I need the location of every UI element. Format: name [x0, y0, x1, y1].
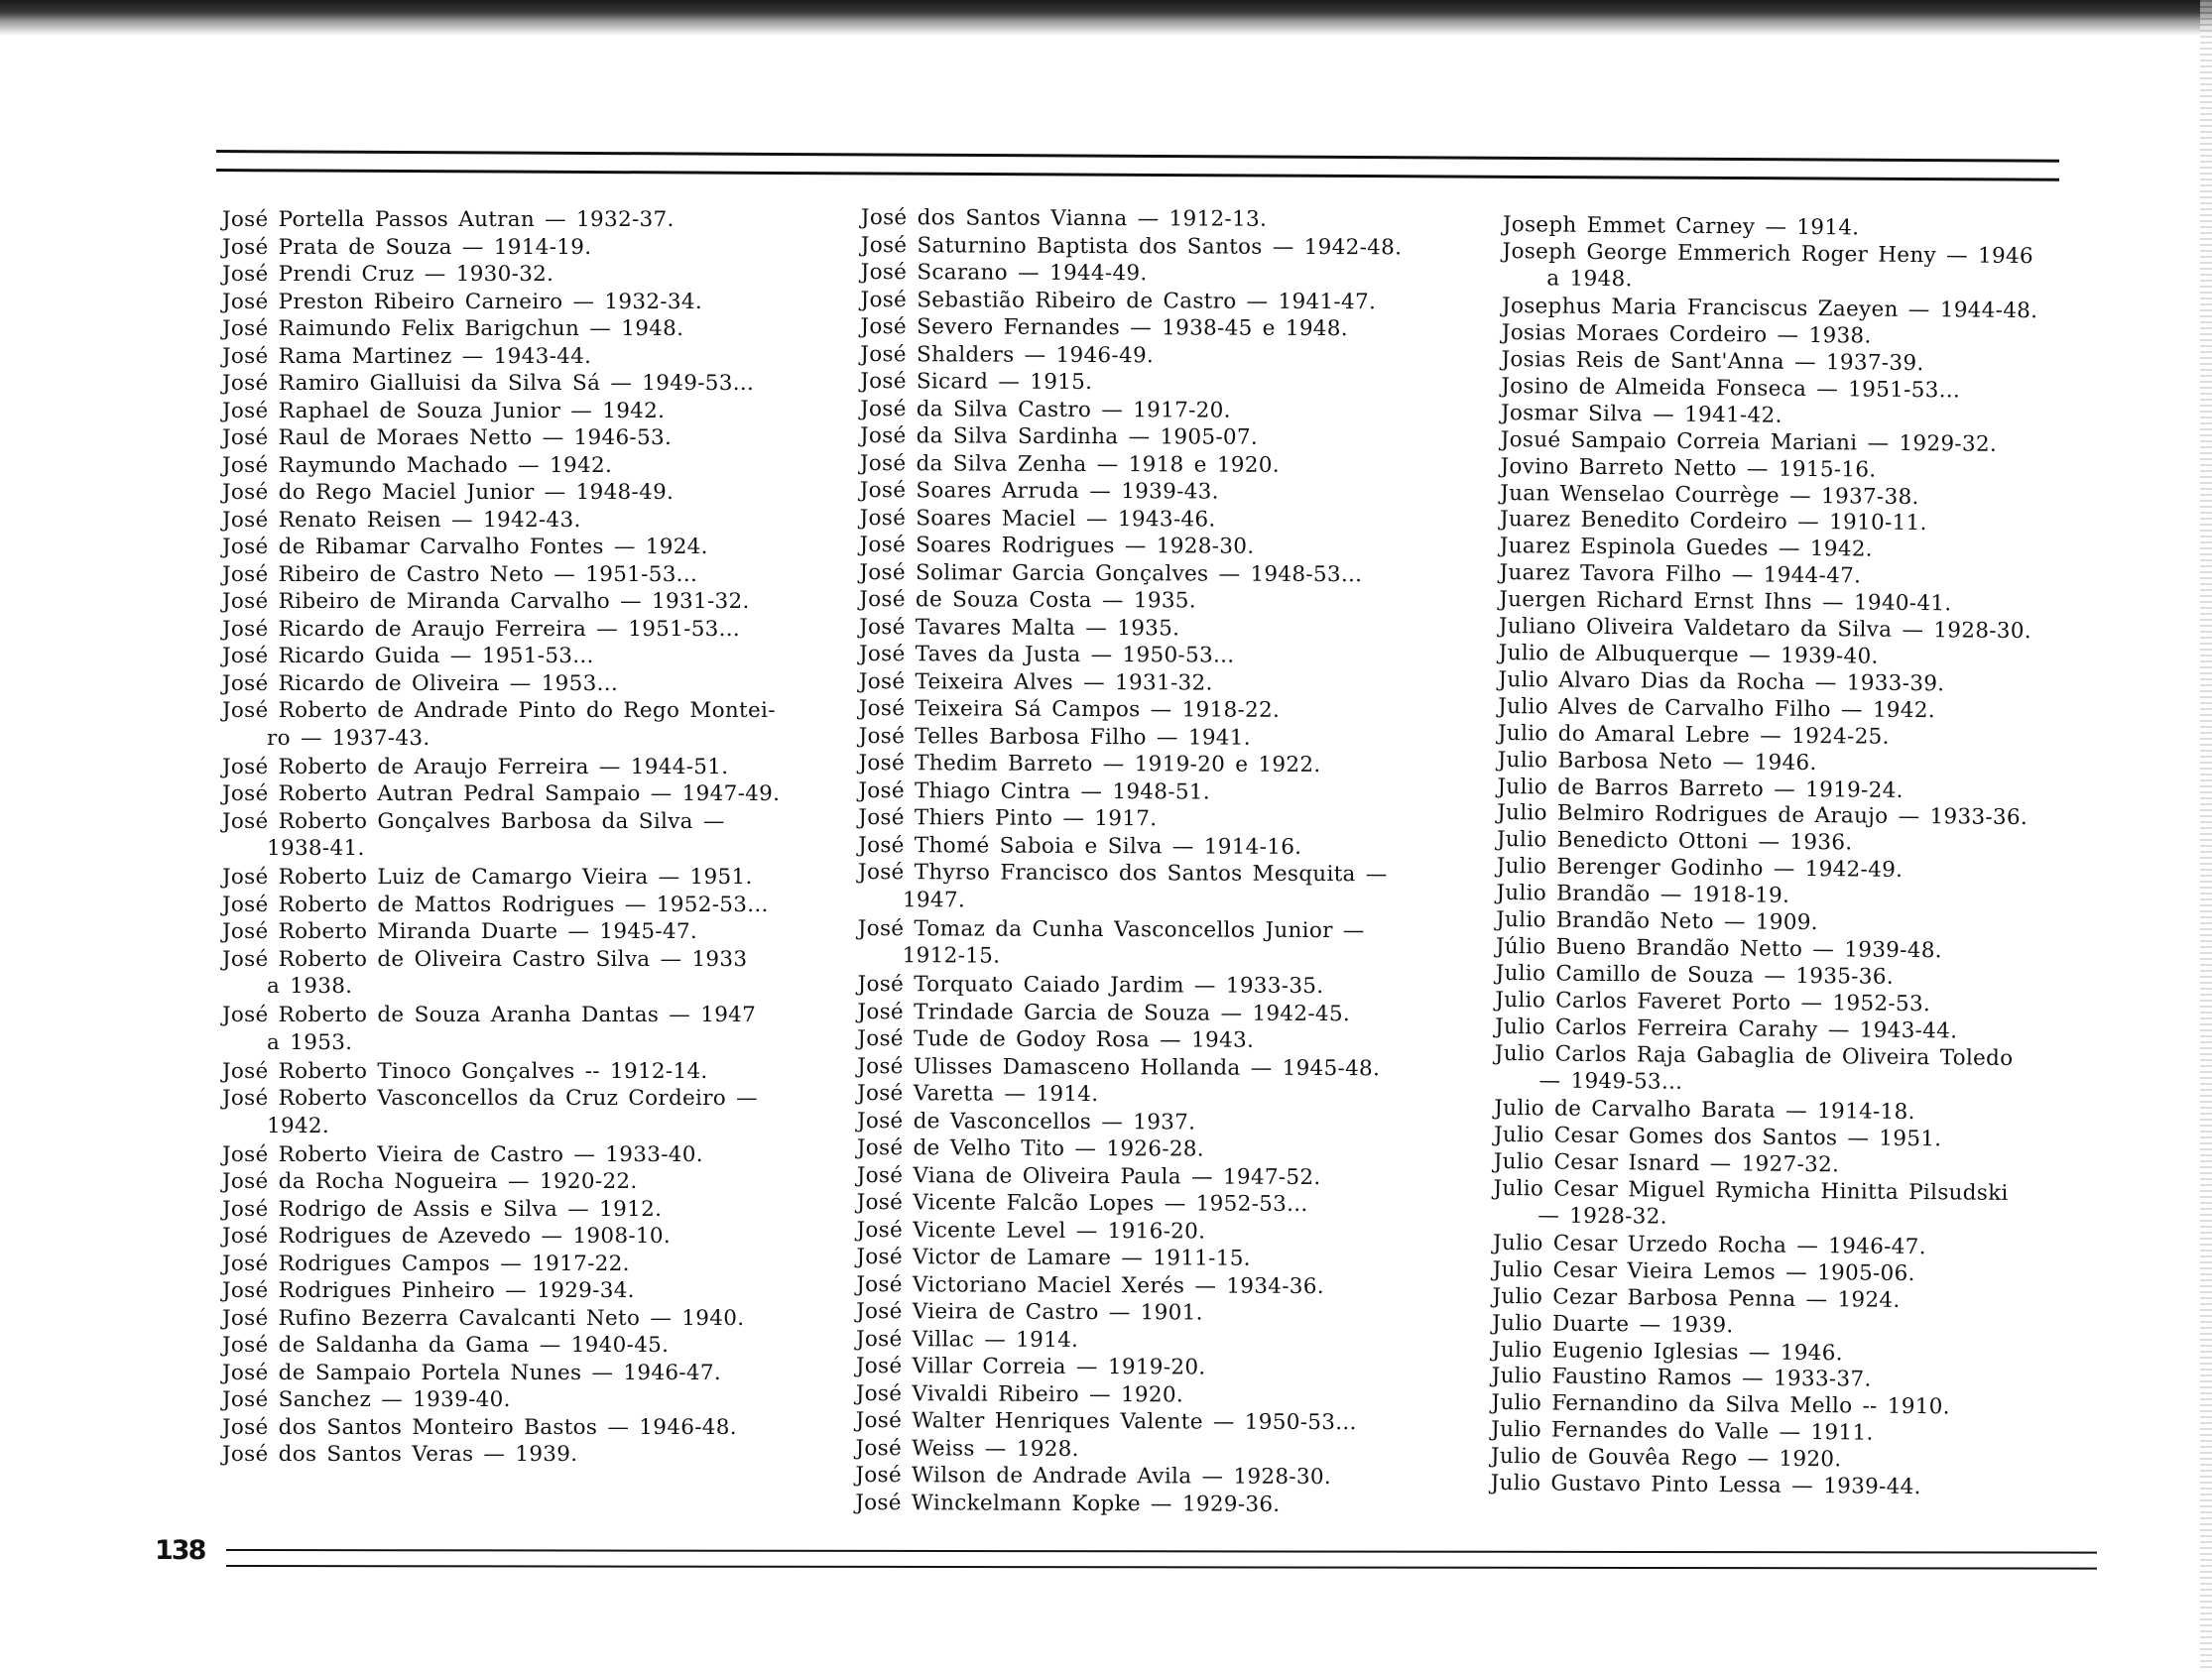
entry-continuation: a 1953.: [267, 1029, 353, 1055]
list-entry: [856, 1216, 1491, 1246]
entry-text: Josino de Almeida Fonseca — 1951-53...: [1501, 373, 1961, 404]
list-entry: [1493, 1176, 2088, 1236]
entry-text: Josmar Silva — 1941-42.: [1500, 400, 1782, 428]
entry-text: José Roberto de Araujo Ferreira — 1944-51.: [222, 754, 729, 779]
entry-text: José Preston Ribeiro Carneiro — 1932-34.: [222, 289, 702, 314]
entry-text: Julio Cezar Barbosa Penna — 1924.: [1492, 1283, 1901, 1313]
list-entry: [222, 808, 857, 863]
list-entry: [222, 1277, 857, 1305]
list-entry: [1494, 1041, 2089, 1101]
entry-text: Julio Duarte — 1939.: [1492, 1310, 1734, 1338]
entry-text: Julio Faustino Ramos — 1933-37.: [1491, 1364, 1872, 1393]
entry-text: José Ulisses Damasceno Hollanda — 1945-48.: [857, 1053, 1381, 1081]
list-entry: [222, 398, 857, 425]
entry-text: Julio Cesar Vieira Lemos — 1905-06.: [1492, 1256, 1915, 1286]
list-entry: [857, 1107, 1492, 1136]
entry-text: José dos Santos Vianna — 1912-13.: [860, 204, 1268, 232]
entry-text: José Raul de Moraes Netto — 1946-53.: [222, 425, 673, 450]
entry-text: José Shalders — 1946-49.: [860, 341, 1155, 368]
list-entry: [222, 343, 857, 371]
entry-text: Julio Carlos Faveret Porto — 1952-53.: [1495, 987, 1931, 1016]
entry-text: José Prendi Cruz — 1930-32.: [222, 262, 554, 287]
list-entry: [222, 643, 857, 670]
entry-text: José Raimundo Felix Barigchun — 1948.: [222, 316, 684, 341]
list-entry: [857, 1080, 1492, 1110]
list-entry: [859, 586, 1494, 616]
entry-text: José Telles Barbosa Filho — 1941.: [858, 723, 1251, 751]
list-entry: [858, 971, 1493, 1001]
entry-text: José do Rego Maciel Junior — 1948-49.: [222, 480, 675, 505]
list-entry: [856, 1407, 1491, 1437]
entry-text: Julio Brandão Neto — 1909.: [1496, 907, 1819, 936]
entry-text: José Roberto de Souza Aranha Dantas — 1947: [222, 1003, 757, 1027]
entry-text: Julio de Barros Barreto — 1919-24.: [1497, 774, 1904, 803]
entry-text: Jovino Barreto Netto — 1915-16.: [1500, 453, 1877, 483]
entry-text: José Teixeira Alves — 1931-32.: [858, 668, 1213, 696]
entry-text: José Winckelmann Kopke — 1929-36.: [855, 1490, 1281, 1517]
list-entry: [222, 1332, 857, 1360]
list-entry: [858, 831, 1493, 861]
entry-text: Juan Wenselao Courrège — 1937-38.: [1500, 480, 1919, 510]
entry-continuation: a 1938.: [267, 974, 353, 999]
list-entry: [222, 452, 857, 480]
list-entry: [222, 1196, 857, 1224]
list-entry: [222, 1414, 857, 1442]
entry-text: José Thiago Cintra — 1948-51.: [858, 777, 1211, 805]
entry-text: Julio Brandão — 1918-19.: [1496, 881, 1790, 908]
entry-text: José Sicard — 1915.: [860, 368, 1093, 396]
list-entry: [858, 776, 1493, 806]
entry-text: Julio Cesar Urzedo Rocha — 1946-47.: [1492, 1230, 1926, 1260]
entry-text: José Trindade Garcia de Souza — 1942-45.: [857, 999, 1351, 1026]
entry-text: José Raphael de Souza Junior — 1942.: [222, 398, 666, 423]
entry-text: José Rufino Bezerra Cavalcanti Neto — 1940.: [222, 1305, 745, 1331]
list-entry: [858, 750, 1493, 779]
list-entry: [861, 231, 1496, 261]
list-entry: [857, 1161, 1492, 1191]
entry-text: Juergen Richard Ernst Ihns — 1940-41.: [1499, 587, 1952, 617]
entry-text: Julio de Gouvêa Rego — 1920.: [1490, 1444, 1842, 1473]
list-entry: [859, 641, 1494, 670]
entry-text: José Varetta — 1914.: [857, 1080, 1099, 1108]
entry-text: José de Vasconcellos — 1937.: [856, 1108, 1196, 1135]
name-column-2: [855, 204, 1496, 1519]
list-entry: [222, 1002, 857, 1056]
list-entry: [858, 859, 1493, 916]
entry-text: José Rama Martinez — 1943-44.: [222, 343, 592, 369]
entry-text: José Roberto Miranda Duarte — 1945-47.: [222, 919, 698, 944]
list-entry: [855, 1489, 1490, 1518]
entry-text: José Soares Rodrigues — 1928-30.: [859, 532, 1255, 559]
list-entry: [222, 1168, 857, 1196]
entry-text: Julio Cesar Isnard — 1927-32.: [1493, 1148, 1840, 1178]
entry-text: Julio Alvaro Dias da Rocha — 1933-39.: [1498, 666, 1945, 697]
entry-text: José Thomé Saboia e Silva — 1914-16.: [858, 832, 1302, 860]
entry-text: José Soares Maciel — 1943-46.: [859, 505, 1216, 533]
list-entry: [222, 697, 857, 752]
list-entry: [222, 1386, 857, 1414]
list-entry: [861, 204, 1496, 234]
entry-text: José Roberto Gonçalves Barbosa da Silva —: [222, 808, 725, 834]
entry-text: José Sanchez — 1939-40.: [222, 1387, 511, 1412]
entry-text: Julio Cesar Miguel Rymicha Hinitta Pilsudski: [1493, 1175, 2009, 1206]
entry-text: José Severo Fernandes — 1938-45 e 1948.: [860, 313, 1348, 342]
entry-text: José Prata de Souza — 1914-19.: [222, 234, 592, 260]
list-entry: [1502, 239, 2097, 299]
entry-text: José Rodrigues Campos — 1917-22.: [222, 1251, 630, 1276]
list-entry: [856, 1325, 1491, 1355]
list-entry: [222, 1058, 857, 1086]
entry-text: Julio Gustavo Pinto Lessa — 1939-44.: [1490, 1471, 1921, 1500]
list-entry: [857, 998, 1492, 1027]
entry-text: José Roberto de Oliveira Castro Silva — 1933: [222, 946, 748, 972]
list-entry: [222, 1141, 857, 1169]
entry-text: José de Ribamar Carvalho Fontes — 1924.: [222, 535, 708, 559]
scan-border-right: [2200, 0, 2212, 1672]
entry-text: José Walter Henriques Valente — 1950-53...: [855, 1407, 1357, 1436]
entry-text: José Ribeiro de Miranda Carvalho — 1931-32.: [222, 589, 750, 614]
entry-text: Julio Barbosa Neto — 1946.: [1497, 747, 1817, 776]
entry-continuation: ro — 1937-43.: [267, 725, 430, 751]
entry-text: José Vicente Falcão Lopes — 1952-53...: [856, 1189, 1308, 1217]
list-entry: [858, 914, 1493, 972]
list-entry: [222, 1223, 857, 1251]
entry-text: José Solimar Garcia Gonçalves — 1948-53...: [859, 559, 1363, 587]
entry-text: Julio Cesar Gomes dos Santos — 1951.: [1493, 1122, 1942, 1152]
entry-text: José de Sampaio Portela Nunes — 1946-47.: [222, 1360, 721, 1385]
entry-text: José Thyrso Francisco dos Santos Mesquita —: [858, 859, 1388, 888]
entry-text: Julio Camillo de Souza — 1935-36.: [1495, 960, 1895, 990]
entry-text: José Renato Reisen — 1942-43.: [222, 507, 581, 533]
entry-text: Julio Fernandino da Silva Mello -- 1910.: [1491, 1390, 1950, 1420]
list-entry: [860, 477, 1495, 507]
entry-text: José Roberto Autran Pedral Sampaio — 1947-49.: [222, 781, 781, 806]
entry-text: José Vivaldi Ribeiro — 1920.: [855, 1380, 1184, 1407]
entry-text: Joseph George Emmerich Roger Heny — 1946: [1502, 238, 2034, 270]
list-entry: [222, 892, 857, 919]
entry-text: Julio Berenger Godinho — 1942-49.: [1496, 854, 1904, 884]
entry-text: José Roberto de Andrade Pinto do Rego Montei-: [222, 698, 776, 723]
entry-continuation: 1912-15.: [902, 943, 1001, 969]
list-entry: [861, 259, 1496, 289]
entry-text: José Torquato Caiado Jardim — 1933-35.: [857, 971, 1324, 1000]
list-entry: [222, 507, 857, 535]
name-column-1: [222, 206, 857, 1469]
list-entry: [222, 315, 857, 343]
list-entry: [856, 1244, 1491, 1273]
entry-text: Josué Sampaio Correia Mariani — 1929-32.: [1500, 426, 1998, 457]
entry-text: Juarez Espinola Guedes — 1942.: [1499, 534, 1873, 562]
scan-border-top: [0, 0, 2212, 36]
list-entry: [222, 864, 857, 892]
entry-continuation: 1942.: [267, 1113, 330, 1138]
entry-text: José de Velho Tito — 1926-28.: [856, 1135, 1205, 1162]
name-column-3: [1491, 212, 2098, 1503]
list-entry: [859, 532, 1494, 561]
entry-text: José Ricardo de Araujo Ferreira — 1951-53...: [222, 616, 741, 642]
entry-text: José Tavares Malta — 1935.: [859, 614, 1180, 641]
entry-text: José Taves da Justa — 1950-53...: [858, 641, 1235, 668]
entry-text: José Ribeiro de Castro Neto — 1951-53...: [222, 561, 698, 587]
footer-rule-upper: [226, 1549, 2097, 1554]
list-entry: [860, 504, 1495, 534]
list-entry: [860, 368, 1495, 398]
list-entry: [222, 1251, 857, 1278]
list-entry: [222, 370, 857, 398]
list-entry: [222, 1360, 857, 1387]
entry-text: José Victoriano Maciel Xerés — 1934-36.: [856, 1271, 1325, 1299]
entry-text: José Teixeira Sá Campos — 1918-22.: [858, 695, 1281, 723]
footer-rule-lower: [226, 1565, 2097, 1570]
list-entry: [860, 422, 1495, 452]
header-rule-upper: [216, 150, 2059, 163]
entry-text: Julio de Carvalho Barata — 1914-18.: [1494, 1095, 1915, 1125]
list-entry: [222, 561, 857, 589]
list-entry: [859, 613, 1494, 643]
entry-text: José Ricardo Guida — 1951-53...: [222, 644, 594, 668]
list-entry: [222, 754, 857, 781]
list-entry: [857, 1189, 1492, 1219]
entry-text: José Thiers Pinto — 1917.: [858, 804, 1158, 832]
entry-text: José Tude de Godoy Rosa — 1943.: [857, 1025, 1255, 1053]
list-entry: [860, 395, 1495, 424]
list-entry: [858, 804, 1493, 834]
entry-continuation: — 1949-53...: [1538, 1067, 1683, 1095]
entry-text: José da Silva Zenha — 1918 e 1920.: [859, 450, 1280, 478]
entry-text: José Ramiro Gialluisi da Silva Sá — 1949-53...: [222, 371, 755, 396]
entry-text: Julio Carlos Ferreira Carahy — 1943-44.: [1494, 1014, 1958, 1044]
entry-text: Josias Moraes Cordeiro — 1938.: [1501, 320, 1872, 349]
entry-text: José Roberto de Mattos Rodrigues — 1952-53...: [222, 892, 769, 917]
entry-text: José Victor de Lamare — 1911-15.: [856, 1244, 1251, 1271]
entry-text: José da Rocha Nogueira — 1920-22.: [222, 1169, 638, 1194]
list-entry: [222, 1305, 857, 1333]
page-number: 138: [155, 1535, 205, 1566]
entry-text: Julio Fernandes do Valle — 1911.: [1491, 1417, 1874, 1446]
list-entry: [859, 722, 1494, 752]
list-entry: [1491, 1471, 2086, 1503]
entry-text: José Scarano — 1944-49.: [860, 259, 1148, 287]
entry-text: José Villac — 1914.: [855, 1326, 1079, 1353]
entry-text: José da Silva Sardinha — 1905-07.: [859, 422, 1259, 450]
list-entry: [857, 1135, 1492, 1164]
entry-text: José Roberto Tinoco Gonçalves -- 1912-14.: [222, 1058, 708, 1084]
list-entry: [859, 695, 1494, 725]
list-entry: [860, 340, 1495, 370]
entry-text: Joseph Emmet Carney — 1914.: [1502, 212, 1860, 241]
entry-text: José Roberto Luiz de Camargo Vieira — 1951.: [222, 865, 753, 890]
list-entry: [222, 670, 857, 698]
entry-text: José Villar Correia — 1919-20.: [855, 1353, 1206, 1380]
list-entry: [857, 1025, 1492, 1055]
entry-continuation: a 1948.: [1546, 266, 1633, 293]
list-entry: [857, 1052, 1492, 1082]
entry-continuation: — 1928-32.: [1537, 1202, 1667, 1230]
entry-text: Júlio Bueno Brandão Netto — 1939-48.: [1495, 933, 1942, 964]
list-entry: [859, 667, 1494, 697]
entry-text: Juarez Benedito Cordeiro — 1910-11.: [1499, 507, 1927, 537]
list-entry: [222, 588, 857, 616]
entry-text: Julio Alves de Carvalho Filho — 1942.: [1498, 693, 1936, 724]
entry-text: José Tomaz da Cunha Vasconcellos Junior —: [857, 915, 1365, 943]
list-entry: [859, 558, 1494, 588]
list-entry: [855, 1434, 1490, 1464]
list-entry: [222, 206, 857, 234]
entry-text: José Vieira de Castro — 1901.: [856, 1298, 1203, 1326]
entry-text: José da Silva Castro — 1917-20.: [860, 396, 1231, 423]
entry-text: José Rodrigues de Azevedo — 1908-10.: [222, 1224, 672, 1249]
entry-text: Julio Belmiro Rodrigues de Araujo — 1933-36.: [1497, 800, 2028, 831]
entry-continuation: 1938-41.: [267, 836, 365, 861]
entry-text: Julio do Amaral Lebre — 1924-25.: [1497, 720, 1890, 750]
list-entry: [856, 1298, 1491, 1328]
entry-text: José Ricardo de Oliveira — 1953...: [222, 670, 619, 696]
list-entry: [222, 946, 857, 1001]
list-entry: [222, 479, 857, 507]
entry-text: José dos Santos Monteiro Bastos — 1946-48.: [222, 1414, 737, 1440]
entry-text: José Raymundo Machado — 1942.: [222, 452, 613, 478]
list-entry: [222, 780, 857, 808]
list-entry: [222, 1085, 857, 1139]
list-entry: [856, 1353, 1491, 1382]
list-entry: [855, 1462, 1490, 1492]
entry-text: José Wilson de Andrade Avila — 1928-30.: [855, 1462, 1332, 1491]
entry-text: José Portella Passos Autran — 1932-37.: [222, 207, 675, 232]
entry-text: José Roberto Vieira de Castro — 1933-40.: [222, 1141, 703, 1167]
entry-text: José Rodrigo de Assis e Silva — 1912.: [222, 1196, 663, 1222]
header-rule-lower: [216, 169, 2059, 181]
entry-text: José Weiss — 1928.: [855, 1435, 1079, 1462]
entry-text: José de Souza Costa — 1935.: [859, 586, 1196, 614]
list-entry: [861, 286, 1496, 315]
entry-continuation: 1947.: [902, 887, 966, 912]
list-entry: [222, 1441, 857, 1469]
list-entry: [856, 1270, 1491, 1300]
entry-text: José dos Santos Veras — 1939.: [222, 1442, 578, 1467]
entry-text: José Viana de Oliveira Paula — 1947-52.: [856, 1162, 1321, 1190]
entry-text: José de Saldanha da Gama — 1940-45.: [222, 1333, 670, 1358]
entry-text: José Rodrigues Pinheiro — 1929-34.: [222, 1278, 635, 1303]
entry-text: Juarez Tavora Filho — 1944-47.: [1499, 560, 1862, 589]
entry-text: José Thedim Barreto — 1919-20 e 1922.: [858, 750, 1321, 778]
entry-text: José Roberto Vasconcellos da Cruz Cordeiro —: [222, 1086, 758, 1111]
entry-text: Julio de Albuquerque — 1939-40.: [1498, 640, 1879, 669]
entry-text: Josias Reis de Sant'Anna — 1937-39.: [1501, 347, 1924, 377]
list-entry: [860, 313, 1495, 343]
entry-text: José Sebastião Ribeiro de Castro — 1941-47.: [860, 287, 1377, 314]
list-entry: [222, 534, 857, 561]
list-entry: [222, 918, 857, 946]
list-entry: [222, 234, 857, 262]
entry-text: Julio Carlos Raja Gabaglia de Oliveira Toledo: [1494, 1040, 2014, 1071]
list-entry: [856, 1379, 1491, 1409]
entry-text: Juliano Oliveira Valdetaro da Silva — 1928-30.: [1498, 614, 2032, 645]
entry-text: Josephus Maria Franciscus Zaeyen — 1944-48.: [1501, 294, 2038, 324]
list-entry: [222, 261, 857, 289]
entry-text: Julio Eugenio Iglesias — 1946.: [1491, 1337, 1843, 1366]
entry-text: José Soares Arruda — 1939-43.: [859, 477, 1219, 505]
list-entry: [222, 616, 857, 644]
entry-text: José Saturnino Baptista dos Santos — 1942-48.: [860, 232, 1403, 260]
list-entry: [222, 424, 857, 452]
list-entry: [860, 449, 1495, 479]
entry-text: Julio Benedicto Ottoni — 1936.: [1496, 827, 1853, 856]
entry-text: José Vicente Level — 1916-20.: [856, 1217, 1206, 1245]
list-entry: [222, 289, 857, 316]
